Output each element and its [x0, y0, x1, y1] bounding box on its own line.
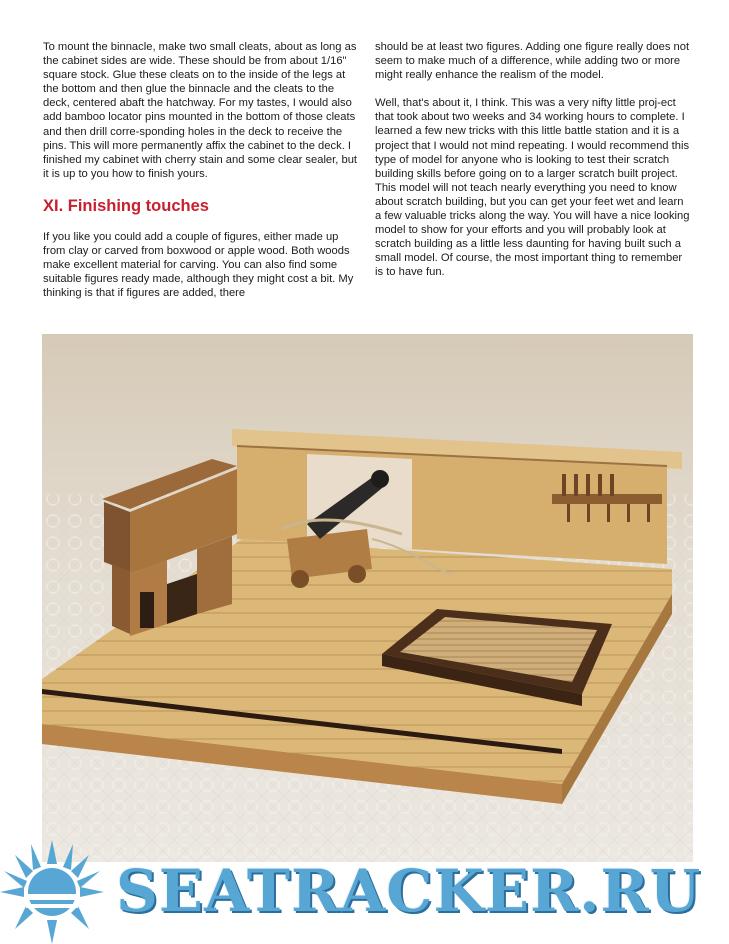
right-column	[375, 40, 690, 280]
left-paragraph-2: If you like you could add a couple of figures, either made up from clay or carved from boxwood or apple wood. Both woods make excellent material for carving. You can also find some suitable figures ready made, although they might cost a bit. My thinking is that if figures are added, there	[43, 230, 354, 300]
model-photo	[42, 334, 693, 862]
right-paragraph-2: Well, that's about it, I think. This was a very nifty little proj-ect that took about two weeks and 34 working hours to complete. I learned a few new tricks with this little battle station and it is a project that I would not mind repeating. I would recommend this type of model for anyone who is looking to test their scratch building skills before going on to a larger scratch built project. This model will not teach nearly everything you need to know about scratch building, but you can get your feet wet and learn a few valuable tricks along the way. You will have a nice looking model to show for your efforts and you will probably look at scratch building as a little less daunting for having built such a small model. Of course, the most important thing to remember is to have fun.	[375, 97, 690, 279]
left-paragraph-1: To mount the binnacle, make two small cleats, about as long as the cabinet sides are wide. These should be from about 1/16" square stock. Glue these cleats on to the inside of the legs at the bottom and then glue the binnacle and the cleats to the deck, centered abaft the hatchway. For my tastes, I would also add bamboo locator pins mounted in the bottom of those cleats and then drill corre-sponding holes in the deck to receive the pins. This will more permanently affix the cabinet to the deck. I finished my cabinet with cherry stain and some clear sealer, but it is up to you how to finish yours.	[43, 41, 358, 180]
sun-logo-icon	[0, 836, 110, 944]
watermark	[0, 836, 729, 944]
watermark-text: SEATRACKER.RU	[116, 857, 702, 925]
section-heading: XI. Finishing touches	[43, 196, 209, 215]
right-paragraph-1: should be at least two figures. Adding one figure really does not seem to make much of a difference, while adding two or more might really enhance the realism of the model.	[375, 41, 690, 82]
left-column	[43, 40, 358, 300]
